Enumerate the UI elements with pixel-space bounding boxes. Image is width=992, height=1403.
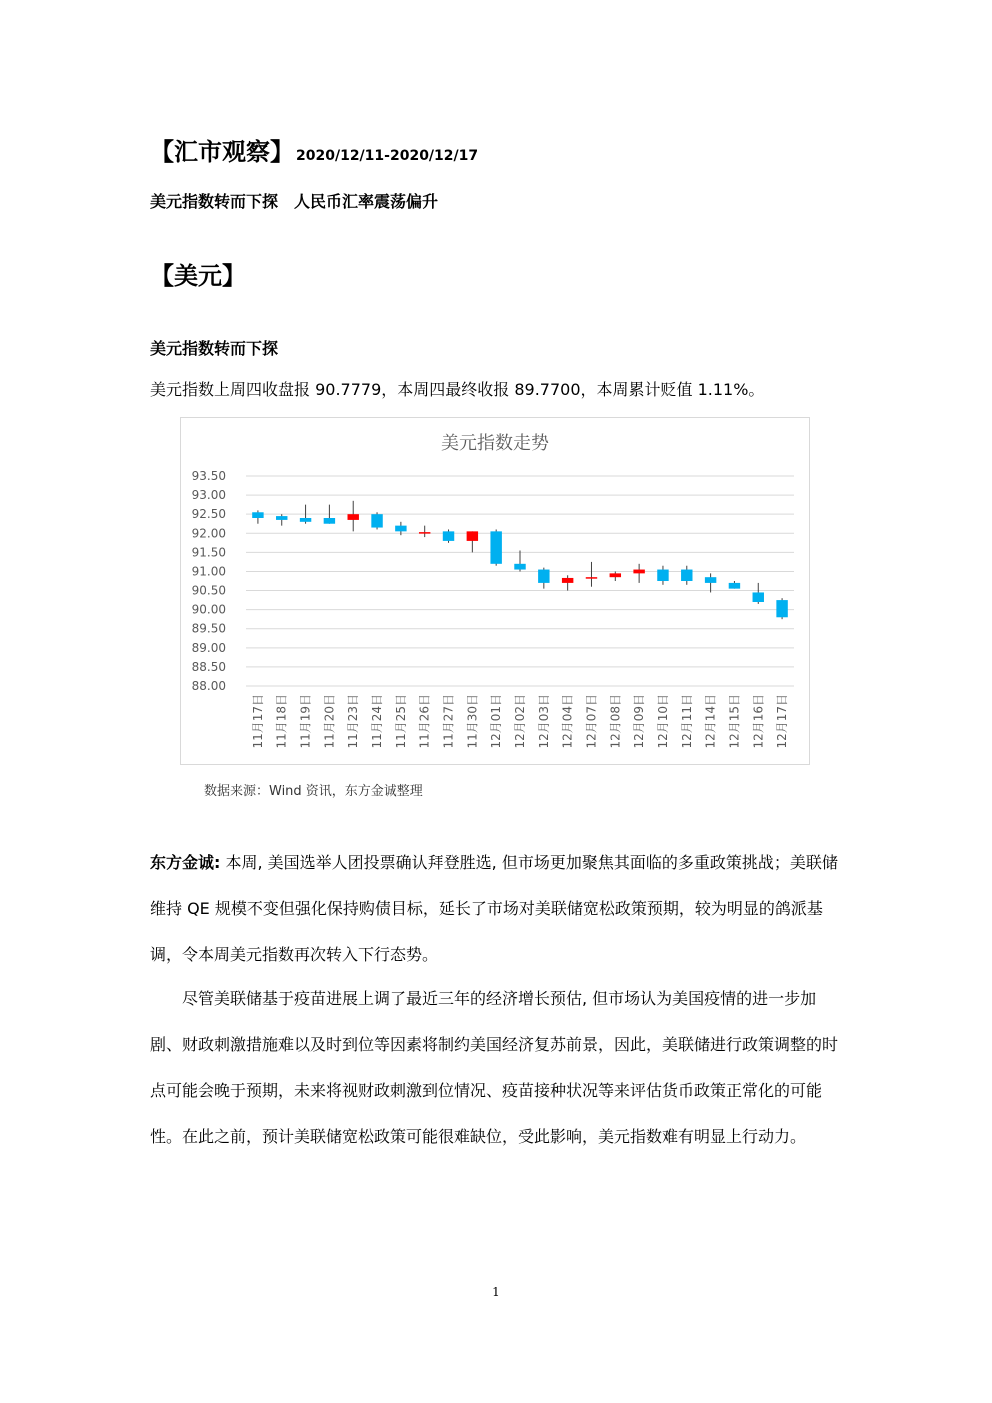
candles (252, 501, 788, 619)
candle (538, 568, 549, 589)
candle (562, 575, 573, 590)
x-tick-label: 12月16日 (751, 694, 766, 749)
x-tick-label: 12月15日 (727, 694, 742, 749)
x-tick-label: 11月26日 (417, 694, 432, 749)
candle-body (705, 577, 716, 583)
x-tick-label: 12月17日 (775, 694, 790, 749)
report-title-text: 【汇市观察】 (150, 138, 294, 166)
candle (514, 550, 525, 571)
y-tick-label: 91.00 (191, 564, 226, 579)
x-axis-ticks (251, 694, 789, 749)
x-tick-label: 12月09日 (632, 694, 647, 749)
candle-body (371, 514, 382, 527)
chart-source: 数据来源：Wind 资讯，东方金诚整理 (204, 784, 423, 799)
candle (729, 581, 740, 589)
candle (657, 566, 668, 585)
x-tick-label: 11月25日 (393, 694, 408, 749)
candle-body (300, 518, 311, 522)
chart-title: 美元指数走势 (441, 433, 549, 454)
candle (776, 598, 787, 619)
x-tick-label: 11月27日 (441, 694, 456, 749)
candle-body (538, 570, 549, 583)
y-tick-label: 90.00 (191, 602, 226, 617)
x-tick-label: 11月30日 (465, 694, 480, 749)
candle (419, 526, 430, 537)
candle-body (729, 583, 740, 589)
candle-body (467, 531, 478, 541)
x-tick-label: 12月07日 (584, 694, 599, 749)
x-tick-label: 12月02日 (513, 694, 527, 749)
y-tick-label: 93.00 (191, 488, 226, 503)
y-tick-label: 89.00 (191, 640, 226, 655)
section-heading: 美元指数转而下探 (150, 339, 279, 358)
candle-body (419, 532, 430, 534)
candle-body (610, 573, 621, 577)
x-tick-label: 11月17日 (250, 694, 265, 749)
candle-body (657, 570, 668, 581)
chart-container (180, 417, 810, 765)
candle-body (753, 592, 764, 602)
x-tick-label: 11月19日 (298, 694, 313, 749)
y-axis-ticks (192, 469, 226, 693)
candle-body (776, 600, 787, 617)
candle (467, 531, 478, 552)
candle-body (252, 512, 263, 518)
candle-body (395, 526, 406, 532)
y-tick-label: 88.50 (191, 659, 226, 674)
x-tick-label: 12月11日 (679, 694, 694, 749)
y-tick-label: 89.50 (191, 621, 226, 636)
y-tick-label: 88.00 (191, 679, 226, 693)
candle (705, 573, 716, 592)
paragraph-1-lead: 东方金诚: (150, 853, 221, 872)
section-summary: 美元指数上周四收盘报 90.7779，本周四最终收报 89.7700，本周累计贬值 1.11%。 (150, 380, 765, 399)
candle-body (324, 518, 335, 524)
candle (276, 514, 287, 525)
candle-body (514, 564, 525, 570)
candle (490, 529, 501, 565)
candle-body (443, 531, 454, 541)
y-tick-label: 93.50 (191, 469, 226, 483)
candle (586, 562, 597, 587)
candle (753, 583, 764, 604)
candle (610, 571, 621, 581)
paragraph-1-text: 本周, 美国选举人团投票确认拜登胜选, 但市场更加聚焦其面临的多重政策挑战；美联储维持 QE 规模不变但强化保持购债目标，延长了市场对美联储宽松政策预期，较为明显的鸽派基调，令本周美元指数再次转入下行态势。 (150, 853, 838, 964)
candle-body (347, 514, 358, 520)
candle (371, 512, 382, 529)
report-subtitle: 美元指数转而下探 人民币汇率震荡偏升 (150, 192, 439, 211)
candle-body (681, 570, 692, 581)
x-tick-label: 12月04日 (560, 694, 575, 749)
report-date-range: 2020/12/11-2020/12/17 (296, 148, 479, 164)
paragraph-2: 尽管美联储基于疫苗进展上调了最近三年的经济增长预估, 但市场认为美国疫情的进一步加剧、财政刺激措施难以及时到位等因素将制约美国经济复苏前景，因此，美联储进行政策调整的时点可能会晚于预期，未来将视财政刺激到位情况、疫苗接种状况等来评估货币政策正常化的可能性。在此之前，预计美联储宽松政策可能很难缺位，受此影响，美元指数难有明显上行动力。 (150, 989, 839, 1146)
section-title: 【美元】 (150, 262, 246, 290)
x-tick-label: 11月23日 (346, 694, 361, 749)
candle (443, 529, 454, 542)
candle (252, 510, 263, 523)
candle-body (633, 570, 644, 574)
candle (633, 564, 644, 583)
x-tick-label: 12月03日 (536, 694, 551, 749)
x-tick-label: 12月14日 (703, 694, 718, 749)
y-tick-label: 91.50 (191, 545, 226, 560)
x-tick-label: 11月24日 (370, 694, 385, 749)
candle-body (586, 577, 597, 579)
y-tick-label: 92.50 (191, 507, 226, 522)
page-number: 1 (492, 1285, 500, 1299)
candle (347, 501, 358, 532)
x-tick-label: 12月10日 (655, 694, 670, 749)
paragraph-1 (150, 840, 844, 978)
candle (681, 566, 692, 585)
candle-body (490, 531, 501, 563)
candle-body (276, 516, 287, 520)
report-title (150, 132, 478, 167)
y-tick-label: 92.00 (191, 526, 226, 541)
candle-body (562, 578, 573, 583)
y-tick-label: 90.50 (191, 583, 226, 598)
x-tick-label: 12月01日 (489, 694, 504, 749)
candlestick-chart (181, 418, 809, 764)
x-tick-label: 12月08日 (608, 694, 623, 749)
x-tick-label: 11月18日 (274, 694, 289, 749)
x-tick-label: 11月20日 (322, 694, 337, 749)
